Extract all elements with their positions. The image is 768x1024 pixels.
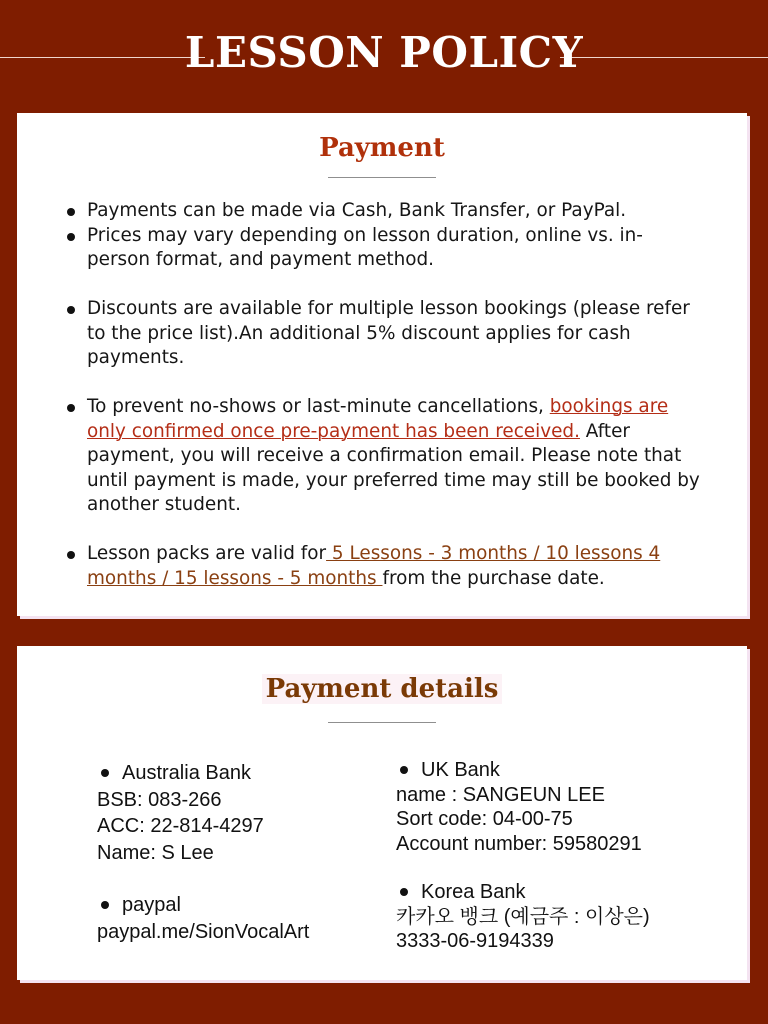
validity-text-pre: Lesson packs are valid for (87, 543, 327, 564)
payment-details-title-text: Payment details (262, 674, 503, 704)
validity-text-post: from the purchase date. (382, 567, 605, 589)
payment-details-title (17, 646, 747, 704)
policy-item-prices-text: Prices may vary depending on lesson duration, online vs. in-person format, and payment method. (87, 224, 643, 270)
payment-title: Payment (319, 133, 445, 163)
uk-bank-heading: UK Bank (396, 758, 650, 783)
payment-divider (328, 177, 436, 178)
korea-bank-heading: Korea Bank (396, 880, 650, 905)
policy-item-prices (65, 224, 705, 273)
payment-details-card (17, 646, 747, 980)
policy-item-discounts (65, 297, 705, 371)
australia-bsb: BSB: 083-266 (97, 788, 222, 811)
validity-highlight: 5 Lessons - 3 months / 10 lessons 4 months / 15 lessons - 5 months (87, 543, 661, 589)
details-right-column (396, 758, 650, 954)
australia-bank-heading: Australia Bank (97, 760, 309, 787)
paypal-heading: paypal (97, 892, 309, 919)
paypal-link: paypal.me/SionVocalArt (97, 920, 310, 943)
policy-item-discounts-text: Discounts are available for multiple lesson bookings (please refer to the price list).An additional 5% discount applies for cash payments. (87, 298, 690, 368)
page-title: LESSON POLICY (184, 28, 584, 77)
policy-item-validity (65, 542, 705, 591)
payment-policy-list (65, 199, 705, 591)
uk-account-number: Account number: 59580291 (396, 832, 642, 855)
australia-name: Name: S Lee (97, 841, 214, 864)
uk-sort-code: Sort code: 04-00-75 (396, 808, 573, 830)
payment-details-divider (328, 722, 436, 723)
page-header (0, 0, 768, 110)
policy-item-methods-text: Payments can be made via Cash, Bank Transfer, or PayPal. (87, 200, 627, 221)
uk-account-name: name : SANGEUN LEE (396, 783, 605, 806)
payment-card (17, 113, 747, 616)
prepayment-highlight: bookings are only confirmed once pre-payment has been received. (87, 396, 669, 442)
details-left-column (97, 760, 309, 945)
policy-item-methods (65, 199, 705, 224)
prepayment-text-pre: To prevent no-shows or last-minute cancellations, (87, 396, 550, 417)
policy-item-prepayment (65, 395, 705, 518)
prepayment-text-post: After payment, you will receive a confirmation email. Please note that until payment is made, your preferred time may still be booked by another student. (87, 420, 700, 515)
korea-account-number: 3333-06-9194339 (396, 930, 554, 952)
australia-account: ACC: 22-814-4297 (97, 815, 264, 837)
korea-bank-name: 카카오 뱅크 (예금주 : 이상은) (396, 905, 650, 928)
